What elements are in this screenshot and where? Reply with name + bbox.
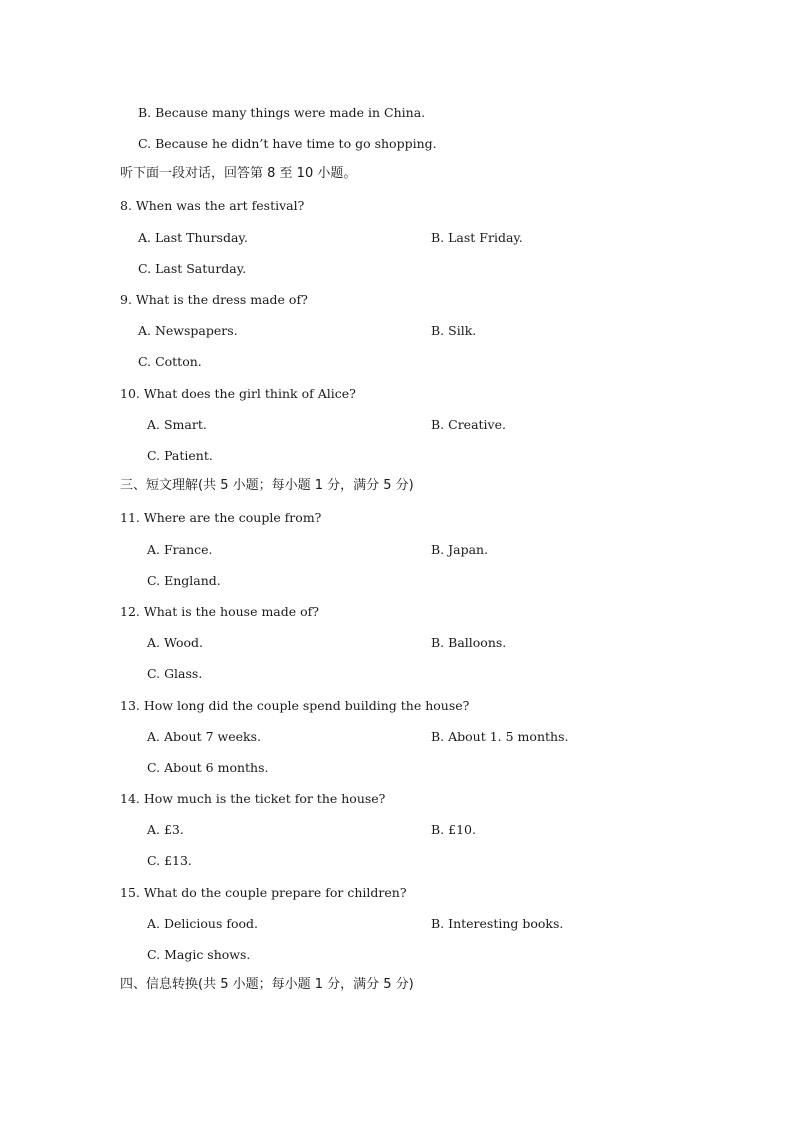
question-15-option-c: C. Magic shows. <box>147 947 251 962</box>
question-10-option-a: A. Smart. <box>147 417 207 432</box>
question-15-option-b: B. Interesting books. <box>431 916 564 931</box>
prev-question-option-b: B. Because many things were made in China. <box>138 105 426 120</box>
question-13-option-c: C. About 6 months. <box>147 760 269 775</box>
question-11-option-b: B. Japan. <box>431 542 489 557</box>
question-8-option-c: C. Last Saturday. <box>138 261 247 276</box>
prev-question-option-c: C. Because he didn’t have time to go shopping. <box>138 136 437 151</box>
question-12-stem: 12. What is the house made of? <box>120 604 319 619</box>
question-13-option-b: B. About 1. 5 months. <box>431 729 569 744</box>
question-14-option-c: C. £13. <box>147 853 192 868</box>
question-9-option-b: B. Silk. <box>431 323 477 338</box>
question-14-stem: 14. How much is the ticket for the house? <box>120 791 386 806</box>
question-12-option-b: B. Balloons. <box>431 635 507 650</box>
question-8-stem: 8. When was the art festival? <box>120 198 305 213</box>
question-9-stem: 9. What is the dress made of? <box>120 292 308 307</box>
question-11-option-a: A. France. <box>147 542 213 557</box>
question-10-option-c: C. Patient. <box>147 448 213 463</box>
question-10-stem: 10. What does the girl think of Alice? <box>120 386 356 401</box>
section-4-title: 四、信息转换(共 5 小题；每小题 1 分，满分 5 分) <box>120 977 414 992</box>
question-11-stem: 11. Where are the couple from? <box>120 510 322 525</box>
question-9-option-a: A. Newspapers. <box>138 323 238 338</box>
question-14-option-b: B. £10. <box>431 822 476 837</box>
question-12-option-a: A. Wood. <box>147 635 203 650</box>
question-11-option-c: C. England. <box>147 573 221 588</box>
question-8-option-a: A. Last Thursday. <box>138 230 248 245</box>
question-13-stem: 13. How long did the couple spend building the house? <box>120 698 470 713</box>
section-3-title: 三、短文理解(共 5 小题；每小题 1 分，满分 5 分) <box>120 478 414 493</box>
listening-instruction: 听下面一段对话，回答第 8 至 10 小题。 <box>120 166 357 181</box>
question-10-option-b: B. Creative. <box>431 417 506 432</box>
question-13-option-a: A. About 7 weeks. <box>147 729 261 744</box>
question-15-stem: 15. What do the couple prepare for children? <box>120 885 407 900</box>
question-12-option-c: C. Glass. <box>147 666 203 681</box>
question-14-option-a: A. £3. <box>147 822 184 837</box>
question-8-option-b: B. Last Friday. <box>431 230 523 245</box>
question-15-option-a: A. Delicious food. <box>147 916 259 931</box>
question-9-option-c: C. Cotton. <box>138 354 202 369</box>
